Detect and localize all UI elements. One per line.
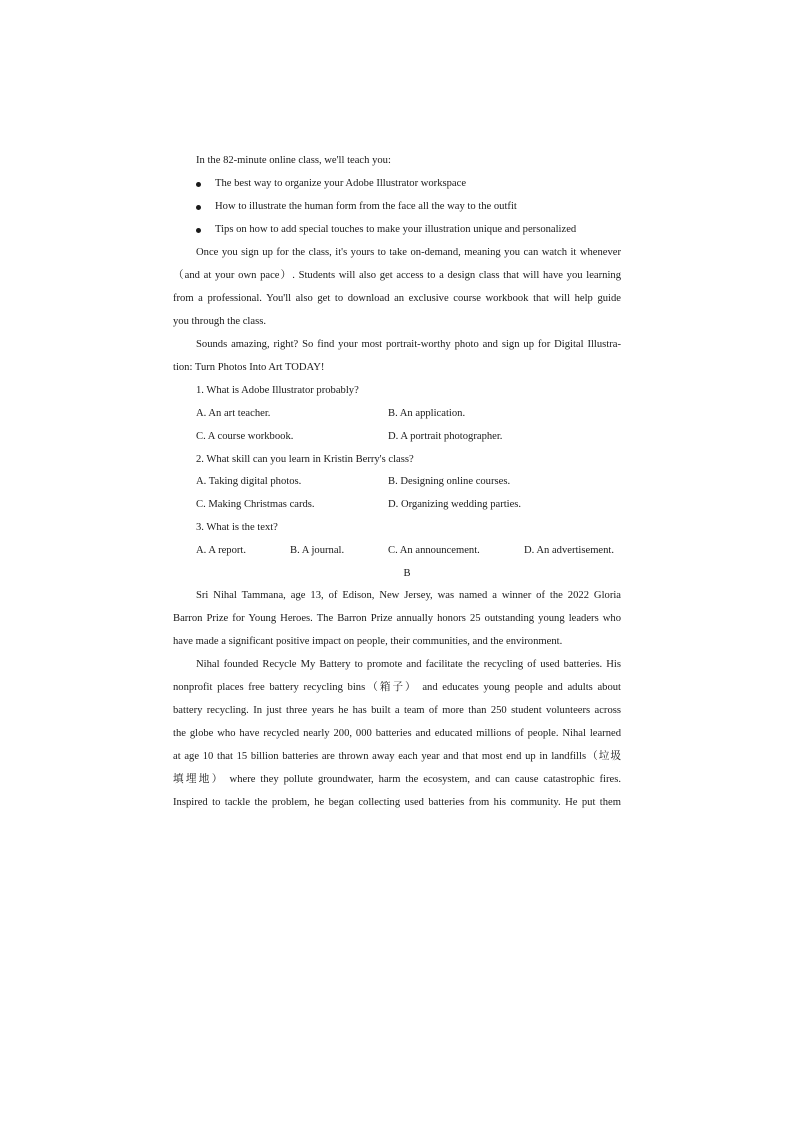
bullet-dot	[196, 228, 201, 233]
paragraph-line: the globe who have recycled nearly 200, 000 batteries and educated millions of people. Nihal learned	[173, 728, 621, 739]
bullet-item: The best way to organize your Adobe Illustrator workspace	[215, 178, 467, 189]
paragraph-line: nonprofit places free battery recycling bins（箱子） and educates young people and adults about	[173, 682, 621, 693]
answer-option: D. Organizing wedding parties.	[388, 499, 522, 510]
answer-option: B. An application.	[388, 408, 466, 419]
paragraph-line: Sri Nihal Tammana, age 13, of Edison, New Jersey, was named a winner of the 2022 Gloria	[196, 590, 621, 601]
paragraph-line: tion: Turn Photos Into Art TODAY!	[173, 362, 325, 373]
question-stem: 2. What skill can you learn in Kristin Berry's class?	[196, 454, 414, 465]
paragraph-line: Barron Prize for Young Heroes. The Barron Prize annually honors 25 outstanding young leaders who	[173, 613, 621, 624]
bullet-item: How to illustrate the human form from the face all the way to the outfit	[215, 201, 517, 212]
answer-option: B. Designing online courses.	[388, 476, 511, 487]
answer-option: C. Making Christmas cards.	[196, 499, 315, 510]
answer-option: A. A report.	[196, 545, 247, 556]
paragraph-line: Nihal founded Recycle My Battery to promote and facilitate the recycling of used batteries. His	[196, 659, 621, 670]
bullet-dot	[196, 205, 201, 210]
bullet-item: Tips on how to add special touches to make your illustration unique and personalized	[215, 224, 577, 235]
answer-option: A. An art teacher.	[196, 408, 271, 419]
paragraph-line: （and at your own pace）. Students will also get access to a design class that will have you learning	[173, 270, 621, 281]
paragraph-line: have made a significant positive impact on people, their communities, and the environment.	[173, 636, 563, 647]
paragraph-line: Once you sign up for the class, it's yours to take on-demand, meaning you can watch it whenever	[196, 247, 621, 258]
answer-option: D. An advertisement.	[524, 545, 615, 556]
answer-option: C. A course workbook.	[196, 431, 294, 442]
answer-option: A. Taking digital photos.	[196, 476, 302, 487]
intro-text: In the 82-minute online class, we'll teach you:	[196, 155, 391, 166]
paragraph-line: you through the class.	[173, 316, 266, 327]
answer-option: B. A journal.	[290, 545, 345, 556]
paragraph-line: 填埋地） where they pollute groundwater, harm the ecosystem, and can cause catastrophic fires.	[173, 774, 621, 785]
paragraph-line: Inspired to tackle the problem, he began collecting used batteries from his community. He put them	[173, 797, 621, 808]
paragraph-line: at age 10 that 15 billion batteries are thrown away each year and that most end up in landfills（垃圾	[173, 751, 621, 762]
answer-option: D. A portrait photographer.	[388, 431, 503, 442]
paragraph-line: Sounds amazing, right? So find your most portrait-worthy photo and sign up for Digital Illustra-	[196, 339, 621, 350]
paragraph-line: battery recycling. In just three years he has built a team of more than 250 student volunteers across	[173, 705, 621, 716]
section-heading: B	[403, 568, 411, 579]
paragraph-line: from a professional. You'll also get to download an exclusive course workbook that will help guide	[173, 293, 621, 304]
bullet-dot	[196, 182, 201, 187]
answer-option: C. An announcement.	[388, 545, 480, 556]
question-stem: 3. What is the text?	[196, 522, 278, 533]
question-stem: 1. What is Adobe Illustrator probably?	[196, 385, 359, 396]
